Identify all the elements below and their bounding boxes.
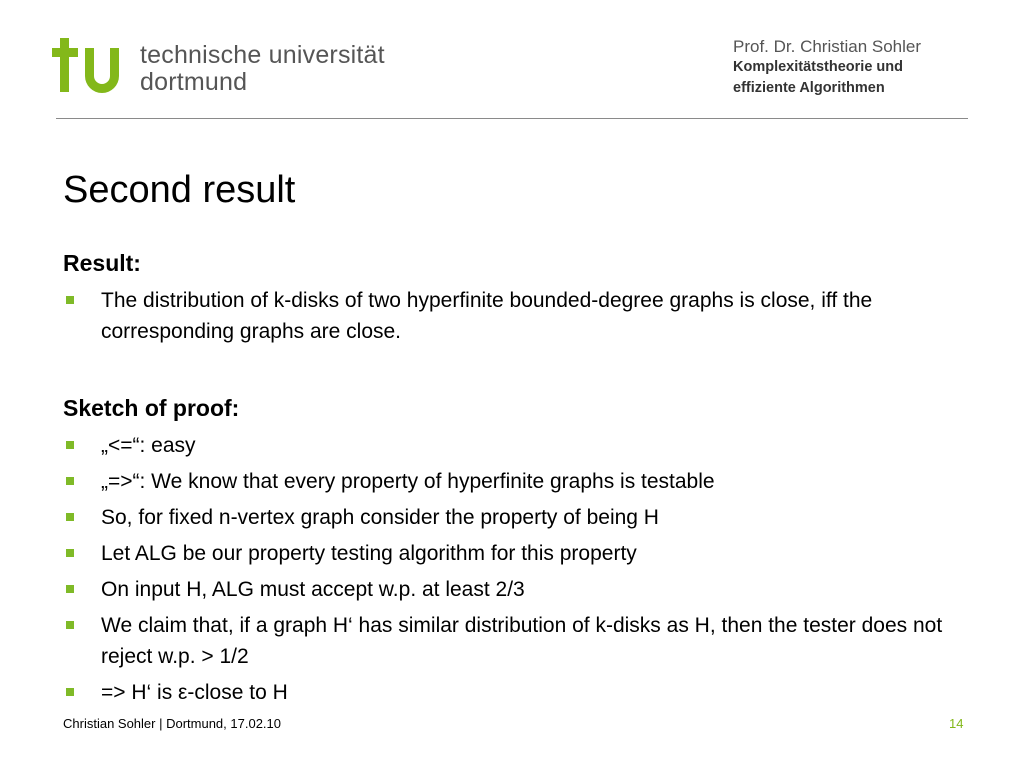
proof-list bbox=[63, 430, 983, 708]
bullet-square-icon bbox=[66, 441, 74, 449]
list-item-text: „<=“: easy bbox=[101, 434, 196, 457]
course-title-line1: Komplexitätstheorie und bbox=[733, 59, 903, 75]
bullet-square-icon bbox=[66, 477, 74, 485]
list-item-text: So, for fixed n-vertex graph consider the property of being H bbox=[101, 506, 659, 529]
header-divider bbox=[56, 118, 968, 119]
tu-logo-icon bbox=[52, 36, 132, 96]
bullet-square-icon bbox=[66, 688, 74, 696]
university-name-line1: technische universität bbox=[140, 41, 385, 69]
header-info bbox=[733, 36, 1013, 99]
course-title-line2: effiziente Algorithmen bbox=[733, 80, 885, 96]
list-item bbox=[63, 430, 983, 461]
bullet-square-icon bbox=[66, 585, 74, 593]
page-number: 14 bbox=[949, 716, 964, 731]
slide-title: Second result bbox=[63, 169, 296, 211]
university-name-line2: dortmund bbox=[140, 68, 248, 96]
list-item bbox=[63, 538, 983, 569]
bullet-square-icon bbox=[66, 621, 74, 629]
result-heading: Result: bbox=[63, 250, 141, 276]
author-name: Prof. Dr. Christian Sohler bbox=[733, 37, 922, 56]
list-item-text: The distribution of k-disks of two hyperfinite bounded-degree graphs is close, iff the corresponding graphs are close. bbox=[101, 289, 873, 343]
university-name bbox=[140, 42, 385, 96]
bullet-square-icon bbox=[66, 513, 74, 521]
list-item bbox=[63, 466, 983, 497]
bullet-square-icon bbox=[66, 296, 74, 304]
list-item bbox=[63, 610, 983, 672]
list-item bbox=[63, 574, 983, 605]
list-item bbox=[63, 502, 983, 533]
list-item-text: We claim that, if a graph H‘ has similar distribution of k-disks as H, then the tester does not reject w.p. > 1/2 bbox=[101, 614, 943, 668]
result-list bbox=[63, 285, 983, 347]
list-item-text: Let ALG be our property testing algorithm for this property bbox=[101, 542, 637, 565]
list-item-text: => H‘ is ε-close to H bbox=[101, 681, 288, 704]
list-item bbox=[63, 677, 983, 708]
footer-text: Christian Sohler | Dortmund, 17.02.10 bbox=[63, 716, 281, 731]
proof-heading: Sketch of proof: bbox=[63, 395, 240, 421]
list-item-text: On input H, ALG must accept w.p. at least 2/3 bbox=[101, 578, 525, 601]
list-item bbox=[63, 285, 983, 347]
bullet-square-icon bbox=[66, 549, 74, 557]
list-item-text: „=>“: We know that every property of hyperfinite graphs is testable bbox=[101, 470, 715, 493]
